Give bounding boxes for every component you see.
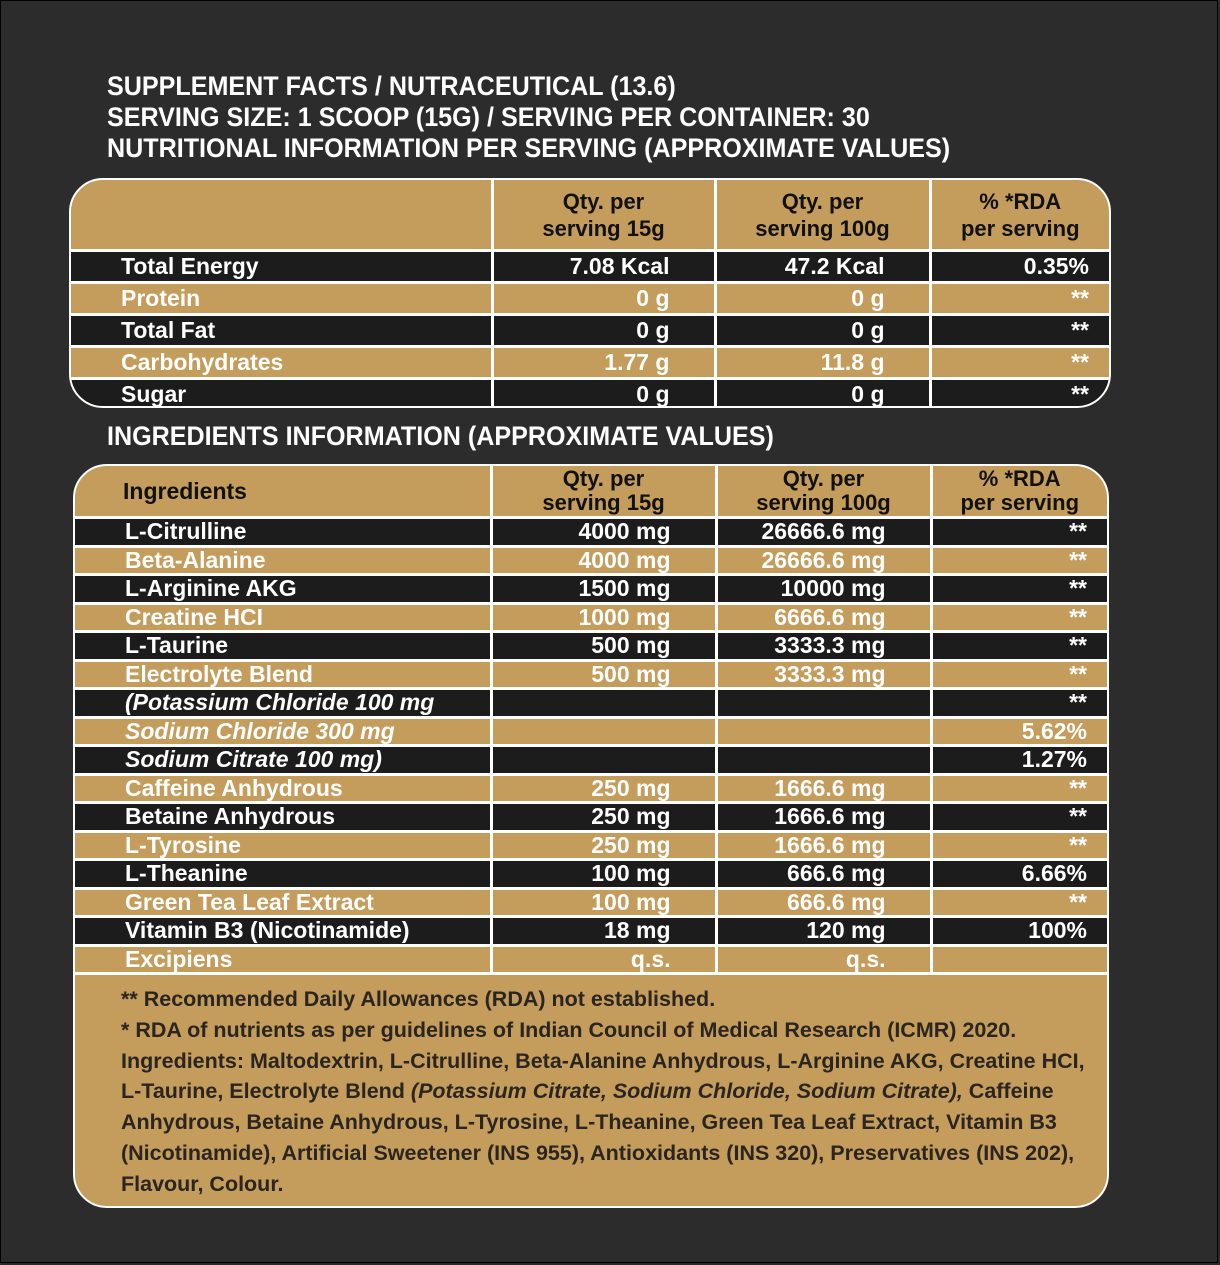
ingredients-cell-name: Creatine HCI <box>75 603 491 632</box>
ingredients-cell-q100: 1666.6 mg <box>716 831 931 860</box>
ingredients-row <box>75 632 1107 661</box>
ingredients-cell-q15: 100 mg <box>491 888 716 917</box>
ingredients-cell-rda: 1.27% <box>931 746 1107 775</box>
ingredients-row <box>75 774 1107 803</box>
icmr-note: * RDA of nutrients as per guidelines of Indian Council of Medical Research (ICMR) 2020. <box>121 1017 1017 1042</box>
ingredients-cell-name: Vitamin B3 (Nicotinamide) <box>75 917 491 946</box>
ingredients-cell-name: L-Arginine AKG <box>75 575 491 604</box>
ingredients-cell-rda: ** <box>931 632 1107 661</box>
ingredients-cell-q100 <box>716 746 931 775</box>
ingredients-cell-name: L-Theanine <box>75 860 491 889</box>
nutrition-cell-q100: 0 g <box>715 379 930 409</box>
nutrition-row <box>71 251 1109 283</box>
nutrition-header-qty100: Qty. per serving 100g <box>715 180 930 251</box>
ingredients-row <box>75 888 1107 917</box>
ingredients-cell-q15: 18 mg <box>491 917 716 946</box>
nutrition-header-row <box>71 180 1109 251</box>
ingredients-cell-q15: 500 mg <box>491 632 716 661</box>
ingredients-cell-q100: 6666.6 mg <box>716 603 931 632</box>
ingredients-cell-name: Excipiens <box>75 945 491 974</box>
ingredients-cell-q15: 100 mg <box>491 860 716 889</box>
ingredients-cell-rda: 6.66% <box>931 860 1107 889</box>
ingredients-cell-q100: 10000 mg <box>716 575 931 604</box>
ingredients-cell-rda: 100% <box>931 917 1107 946</box>
ingredients-cell-q15: 4000 mg <box>491 518 716 547</box>
ingredients-cell-q100: q.s. <box>716 945 931 974</box>
ingredients-cell-q100: 3333.3 mg <box>716 632 931 661</box>
nutrition-cell-q15: 0 g <box>492 283 715 315</box>
nutrition-info-heading: NUTRITIONAL INFORMATION PER SERVING (APPROXIMATE VALUES) <box>107 133 951 163</box>
ingredients-cell-rda: ** <box>931 774 1107 803</box>
nutrition-cell-q100: 11.8 g <box>715 347 930 379</box>
ingredients-cell-rda: ** <box>931 575 1107 604</box>
ingredients-cell-q100: 1666.6 mg <box>716 803 931 832</box>
ingredients-cell-q15 <box>491 689 716 718</box>
ingredients-info-heading: INGREDIENTS INFORMATION (APPROXIMATE VALUES) <box>107 421 774 451</box>
ingredients-row <box>75 917 1107 946</box>
ingredients-row <box>75 945 1107 974</box>
ingredients-cell-name: L-Taurine <box>75 632 491 661</box>
ingredients-cell-q100: 3333.3 mg <box>716 660 931 689</box>
ingredients-cell-q100: 120 mg <box>716 917 931 946</box>
ingredients-cell-rda: ** <box>931 603 1107 632</box>
ingredients-cell-name: Sodium Chloride 300 mg <box>75 717 491 746</box>
serving-size-line: SERVING SIZE: 1 SCOOP (15G) / SERVING PER CONTAINER: 30 <box>107 102 870 132</box>
ingredients-row <box>75 746 1107 775</box>
ingredients-row <box>75 603 1107 632</box>
rda-not-established-note: ** Recommended Daily Allowances (RDA) not established. <box>121 987 716 1011</box>
ingredients-cell-name: Beta-Alanine <box>75 546 491 575</box>
nutrition-table-box <box>69 178 1111 408</box>
ingredients-cell-q15: 1000 mg <box>491 603 716 632</box>
nutrition-table <box>71 180 1109 408</box>
nutrition-cell-q15: 1.77 g <box>492 347 715 379</box>
nutrition-row <box>71 315 1109 347</box>
ingredients-cell-rda: ** <box>931 831 1107 860</box>
ingredients-cell-rda: ** <box>931 518 1107 547</box>
nutrition-cell-name: Carbohydrates <box>71 347 492 379</box>
nutrition-cell-rda: 0.35% <box>930 251 1109 283</box>
ingredients-header-qty15: Qty. per serving 15g <box>491 466 716 518</box>
nutrition-cell-q100: 0 g <box>715 283 930 315</box>
ingredients-cell-name: Betaine Anhydrous <box>75 803 491 832</box>
nutrition-cell-q100: 0 g <box>715 315 930 347</box>
ingredients-cell-q15 <box>491 717 716 746</box>
ingredients-header-row <box>75 466 1107 518</box>
ingredients-cell-q15: 500 mg <box>491 660 716 689</box>
ingredients-cell-q100: 26666.6 mg <box>716 546 931 575</box>
nutrition-cell-q15: 7.08 Kcal <box>492 251 715 283</box>
ingredients-row <box>75 689 1107 718</box>
ingredients-cell-q15: 250 mg <box>491 831 716 860</box>
nutrition-cell-q15: 0 g <box>492 315 715 347</box>
ingredients-table <box>75 466 1107 975</box>
nutrition-header-qty15: Qty. per serving 15g <box>492 180 715 251</box>
ingredients-cell-rda: ** <box>931 888 1107 917</box>
ingredients-cell-q100 <box>716 689 931 718</box>
ingredients-header-name: Ingredients <box>123 478 247 504</box>
nutrition-header-blank <box>71 180 492 251</box>
ingredients-cell-rda: ** <box>931 689 1107 718</box>
ingredients-cell-q15: 4000 mg <box>491 546 716 575</box>
nutrition-header-rda: % *RDA per serving <box>930 180 1109 251</box>
nutrition-cell-rda: ** <box>930 347 1109 379</box>
nutrition-cell-q15: 0 g <box>492 379 715 409</box>
ingredients-row <box>75 831 1107 860</box>
nutrition-cell-name: Total Energy <box>71 251 492 283</box>
ingredients-cell-rda: ** <box>931 803 1107 832</box>
ingredients-cell-q15: 250 mg <box>491 803 716 832</box>
ingredients-cell-name: L-Tyrosine <box>75 831 491 860</box>
nutrition-row <box>71 347 1109 379</box>
ingredients-cell-q15 <box>491 746 716 775</box>
ingredients-cell-name: Sodium Citrate 100 mg) <box>75 746 491 775</box>
footnotes <box>121 984 1093 1200</box>
nutrition-cell-name: Protein <box>71 283 492 315</box>
nutrition-row <box>71 379 1109 409</box>
ingredients-cell-q100: 26666.6 mg <box>716 518 931 547</box>
ingredients-row <box>75 575 1107 604</box>
ingredients-cell-rda: 5.62% <box>931 717 1107 746</box>
ingredients-row <box>75 546 1107 575</box>
nutrition-cell-name: Sugar <box>71 379 492 409</box>
ingredients-row <box>75 660 1107 689</box>
ingredients-cell-name: L-Citrulline <box>75 518 491 547</box>
ingredients-cell-name: Electrolyte Blend <box>75 660 491 689</box>
nutrition-cell-rda: ** <box>930 315 1109 347</box>
ingredients-cell-q100 <box>716 717 931 746</box>
ingredients-cell-name: Caffeine Anhydrous <box>75 774 491 803</box>
ingredients-cell-rda <box>931 945 1107 974</box>
ingredients-row <box>75 860 1107 889</box>
nutrition-cell-rda: ** <box>930 283 1109 315</box>
ingredients-cell-rda: ** <box>931 546 1107 575</box>
ingredients-cell-q100: 666.6 mg <box>716 860 931 889</box>
nutrition-cell-q100: 47.2 Kcal <box>715 251 930 283</box>
ingredients-cell-q100: 1666.6 mg <box>716 774 931 803</box>
ingredients-cell-rda: ** <box>931 660 1107 689</box>
ingredients-cell-q15: 250 mg <box>491 774 716 803</box>
ingredients-cell-name: Green Tea Leaf Extract <box>75 888 491 917</box>
nutrition-cell-name: Total Fat <box>71 315 492 347</box>
ingredients-header-qty100: Qty. per serving 100g <box>716 466 931 518</box>
ingredients-cell-q100: 666.6 mg <box>716 888 931 917</box>
ingredients-list: Ingredients: Maltodextrin, L-Citrulline, Beta-Alanine Anhydrous, L-Arginine AKG, Creatine HCI, L-Taurine, Electrolyte Blend (Potassium Citrate, Sodium Chloride, Sodium Citrate), Caffeine Anhydrous, Betaine Anhydrous, L-Tyrosine, L-Theanine, Green Tea Leaf Extract, Vitamin B3 (Nicotinamide), Artificial Sweetener (INS 955), Antioxidants (INS 320), Preservatives (INS 202), Flavour, Colour. <box>121 1048 1085 1196</box>
ingredients-header-rda: % *RDA per serving <box>931 466 1107 518</box>
ingredients-row <box>75 518 1107 547</box>
nutrition-row <box>71 283 1109 315</box>
supplement-facts-title: SUPPLEMENT FACTS / NUTRACEUTICAL (13.6) <box>107 71 676 101</box>
ingredients-cell-q15: 1500 mg <box>491 575 716 604</box>
ingredients-cell-name: (Potassium Chloride 100 mg <box>75 689 491 718</box>
ingredients-table-box <box>73 464 1109 1208</box>
nutrition-cell-rda: ** <box>930 379 1109 409</box>
ingredients-row <box>75 803 1107 832</box>
ingredients-row <box>75 717 1107 746</box>
ingredients-cell-q15: q.s. <box>491 945 716 974</box>
